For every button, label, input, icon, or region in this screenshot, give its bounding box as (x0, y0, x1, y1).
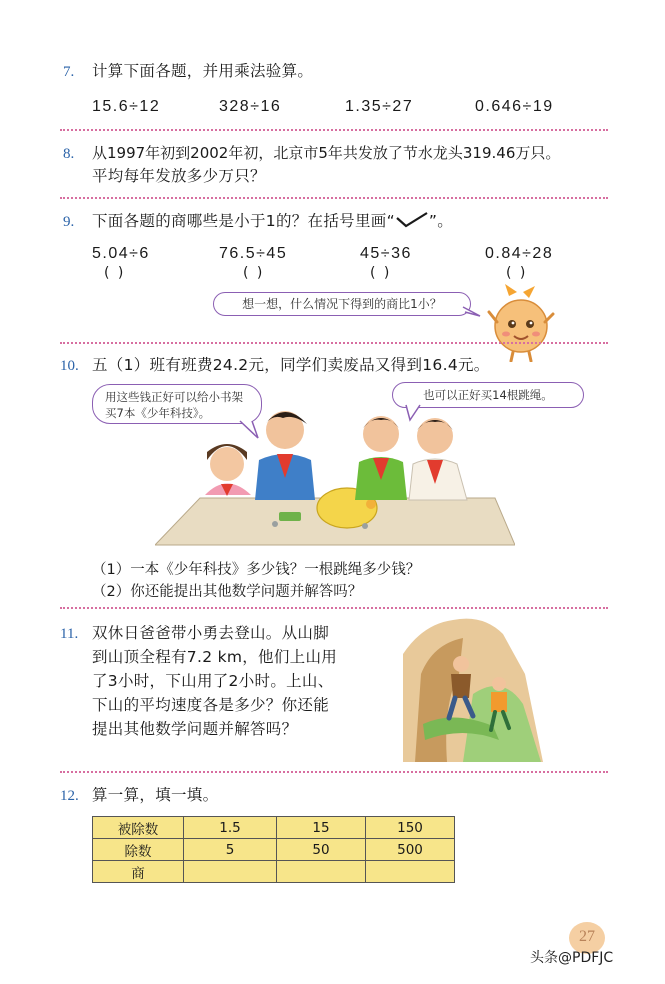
row-label-quotient: 商 (93, 861, 184, 883)
q12-number: 12. (60, 788, 79, 804)
row-label-dividend: 被除数 (93, 817, 184, 839)
q9-expr-1: 5.04÷6 (92, 245, 150, 262)
answer-cell[interactable] (277, 861, 366, 883)
answer-paren-3[interactable]: ( ) (370, 265, 392, 281)
q8-line-1: 从1997年初到2002年初，北京市5年共发放了节水龙头319.46万只。 (92, 144, 561, 162)
answer-paren-4[interactable]: ( ) (506, 265, 528, 281)
table-row (93, 817, 455, 839)
students-illustration (155, 400, 515, 550)
answer-cell[interactable] (366, 861, 455, 883)
q9-expr-4: 0.84÷28 (485, 245, 554, 262)
table-cell: 1.5 (184, 817, 277, 839)
separator (60, 197, 608, 199)
q9-instruction (92, 212, 453, 231)
q8-number: 8. (63, 146, 75, 162)
q10-speech-bubble-right: 也可以正好买14根跳绳。 (392, 382, 584, 408)
q11-line-1: 双休日爸爸带小勇去登山。从山脚 (92, 624, 330, 642)
q9-instruction-end: ”。 (428, 212, 454, 230)
q11-line-3: 了3小时，下山用了2小时。上山、 (92, 672, 334, 690)
q9-expr-2: 76.5÷45 (219, 245, 288, 262)
q7-expr-4: 0.646÷19 (475, 98, 554, 115)
q7-number: 7. (63, 64, 75, 80)
q9-expr-3: 45÷36 (360, 245, 412, 262)
q7-expr-2: 328÷16 (219, 98, 282, 115)
q10-sub-2: （2）你还能提出其他数学问题并解答吗？ (92, 584, 363, 600)
q11-number: 11. (60, 626, 79, 642)
q11-line-4: 下山的平均速度各是多少？你还能 (92, 696, 330, 714)
answer-paren-2[interactable]: ( ) (243, 265, 265, 281)
separator (60, 607, 608, 609)
q9-number: 9. (63, 214, 75, 230)
table-cell: 500 (366, 839, 455, 861)
division-table (92, 816, 455, 883)
mountain-climbing-illustration (403, 614, 543, 762)
separator (60, 129, 608, 131)
q9-bubble-tail (462, 306, 482, 320)
answer-cell[interactable] (184, 861, 277, 883)
q9-thought-bubble: 想一想，什么情况下得到的商比1小？ (213, 292, 471, 316)
cartoon-mascot (487, 282, 557, 362)
answer-paren-1[interactable]: ( ) (104, 265, 126, 281)
table-row (93, 839, 455, 861)
q8-line-2: 平均每年发放多少万只？ (92, 167, 266, 185)
q10-number: 10. (60, 358, 79, 374)
table-row (93, 861, 455, 883)
q7-instruction: 计算下面各题，并用乘法验算。 (92, 62, 314, 80)
q10-text: 五（1）班有班费24.2元，同学们卖废品又得到16.4元。 (92, 356, 490, 374)
q7-expr-1: 15.6÷12 (92, 98, 161, 115)
q10-sub-1: （1）一本《少年科技》多少钱？一根跳绳多少钱？ (92, 562, 421, 578)
table-cell: 150 (366, 817, 455, 839)
q12-instruction: 算一算，填一填。 (92, 786, 219, 804)
row-label-divisor: 除数 (93, 839, 184, 861)
separator (60, 342, 608, 344)
table-cell: 5 (184, 839, 277, 861)
watermark: 头条@PDFJC (530, 950, 614, 966)
q11-line-2: 到山顶全程有7.2 km，他们上山用 (92, 648, 338, 666)
separator (60, 771, 608, 773)
q7-expr-3: 1.35÷27 (345, 98, 414, 115)
q10-speech-bubble-left: 用这些钱正好可以给小书架买7本《少年科技》。 (92, 384, 262, 424)
table-cell: 15 (277, 817, 366, 839)
q11-line-5: 提出其他数学问题并解答吗？ (92, 720, 298, 738)
q9-instruction-text: 下面各题的商哪些是小于1的？在括号里画“ (92, 212, 395, 230)
checkmark-icon (395, 212, 429, 228)
page-number: 27 (569, 922, 605, 954)
table-cell: 50 (277, 839, 366, 861)
